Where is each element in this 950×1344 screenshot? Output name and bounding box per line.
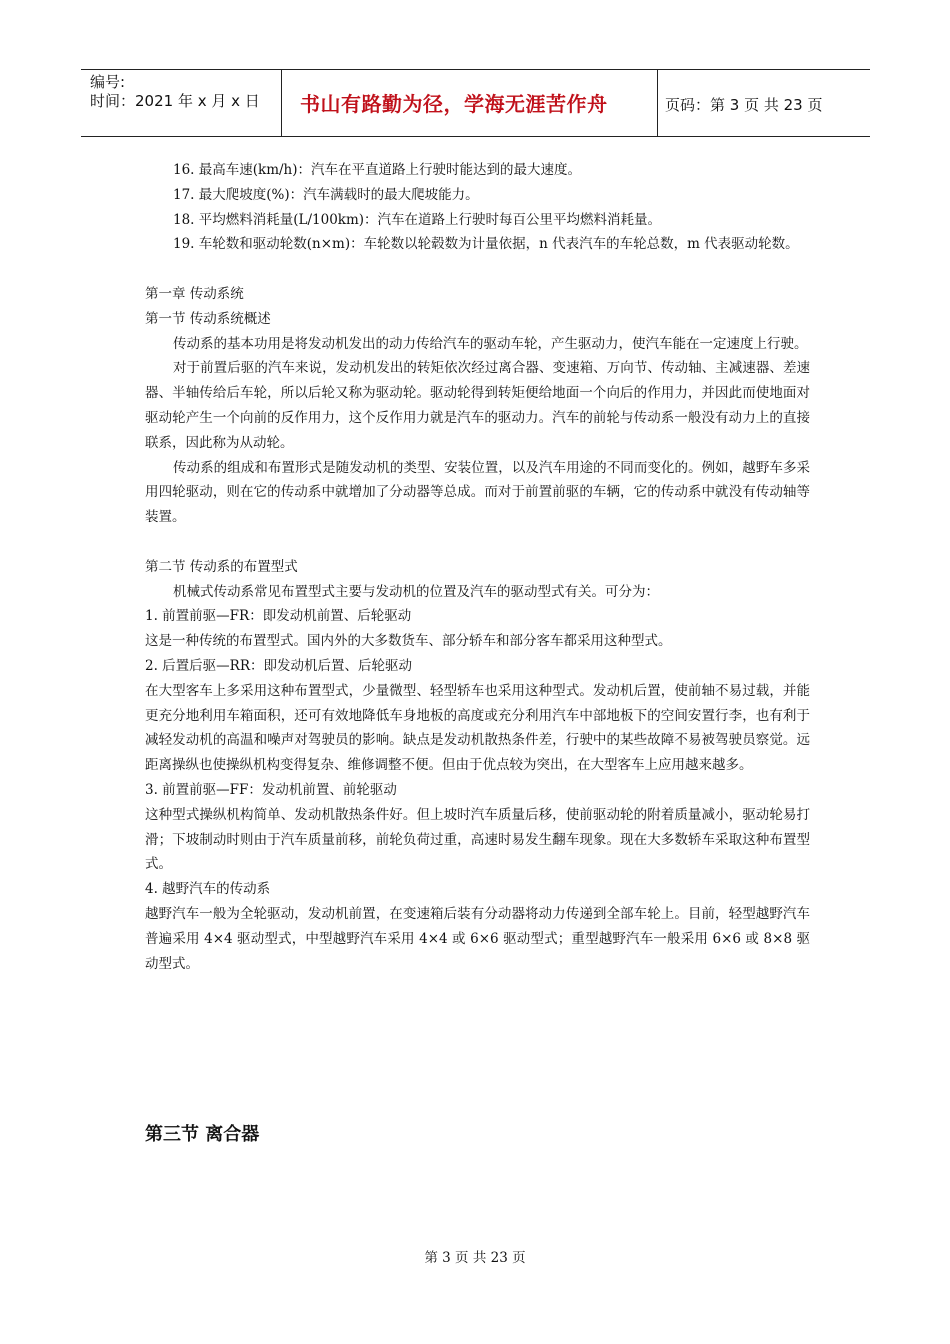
paragraph-function: 传动系的基本功用是将发动机发出的动力传给汽车的驱动车轮，产生驱动力，使汽车能在一定速度上行驶。 [173, 335, 808, 352]
chapter-heading: 第一章 传动系统 [145, 285, 244, 302]
paragraph-fr-torque: 对于前置后驱的汽车来说，发动机发出的转矩依次经过离合器、变速箱、万向节、传动轴、主减速器、差速器、半轴传给后车轮，所以后轮又称为驱动轮。驱动轮得到转矩便给地面一个向后的作用力，并因此而使地面对驱动轮产生一个向前的反作用力，这个反作用力就是汽车的驱动力。汽车的前轮与传动系一般没有动力上的直接联系，因此称为从动轮。 [145, 360, 810, 451]
section-heading-3: 第三节 离合器 [145, 1124, 260, 1145]
page-footer: 第 3 页 共 23 页 [424, 1250, 526, 1266]
section-heading-1: 第一节 传动系统概述 [145, 310, 271, 327]
spec-item-17: 17. 最大爬坡度(%)：汽车满载时的最大爬坡能力。 [173, 186, 479, 203]
list-item-3-title: 3. 前置前驱—FF：发动机前置、前轮驱动 [145, 781, 397, 798]
list-item-2-title: 2. 后置后驱—RR：即发动机后置、后轮驱动 [145, 657, 413, 674]
spacer [145, 530, 810, 555]
paragraph-composition: 传动系的组成和布置形式是随发动机的类型、安装位置，以及汽车用途的不同而变化的。例如，越野车多采用四轮驱动，则在它的传动系中就增加了分动器等总成。而对于前置前驱的车辆，它的传动系中就没有传动轴等装置。 [145, 459, 810, 526]
spec-item-18: 18. 平均燃料消耗量(L/100km)：汽车在道路上行驶时每百公里平均燃料消耗量。 [173, 211, 662, 228]
spec-item-19: 19. 车轮数和驱动轮数(n×m)：车轮数以轮毂数为计量依据，n 代表汽车的车轮总数，m 代表驱动轮数。 [173, 236, 799, 253]
header-number-label: 编号: [90, 73, 126, 91]
header-page-label: 页码：第 3 页 共 23 页 [665, 96, 823, 114]
list-item-1-text: 这是一种传统的布置型式。国内外的大多数货车、部分轿车和部分客车都采用这种型式。 [145, 633, 672, 650]
header-divider-right [657, 69, 658, 136]
list-item-1-title: 1. 前置前驱—FR：即发动机前置、后轮驱动 [145, 608, 412, 625]
list-item-3-text: 这种型式操纵机构简单、发动机散热条件好。但上坡时汽车质量后移，使前驱动轮的附着质量减小，驱动轮易打滑；下坡制动时则由于汽车质量前移，前轮负荷过重，高速时易发生翻车现象。现在大多数轿车采取这种布置型式。 [145, 806, 810, 873]
header-divider-left [281, 69, 282, 136]
header-time-label: 时间：2021 年 x 月 x 日 [90, 92, 260, 110]
section-heading-2: 第二节 传动系的布置型式 [145, 558, 298, 575]
paragraph-layout-intro: 机械式传动系常见布置型式主要与发动机的位置及汽车的驱动型式有关。可分为： [173, 583, 659, 600]
document-body [145, 158, 810, 976]
list-item-4-title: 4. 越野汽车的传动系 [145, 881, 271, 898]
header-bottom-rule [81, 136, 870, 137]
header-top-rule [81, 69, 870, 70]
spec-item-16: 16. 最高车速(km/h)：汽车在平直道路上行驶时能达到的最大速度。 [173, 162, 582, 178]
list-item-4-text: 越野汽车一般为全轮驱动，发动机前置，在变速箱后装有分动器将动力传递到全部车轮上。目前，轻型越野汽车普遍采用 4×4 驱动型式，中型越野汽车采用 4×4 或 6×6 驱动型式；重型越野汽车一般采用 6×6 或 8×8 驱动型式。 [145, 905, 810, 972]
list-item-2-text: 在大型客车上多采用这种布置型式，少量微型、轻型轿车也采用这种型式。发动机后置，使前轴不易过载，并能更充分地利用车箱面积，还可有效地降低车身地板的高度或充分利用汽车中部地板下的空间安置行李，也有利于减轻发动机的高温和噪声对驾驶员的影响。缺点是发动机散热条件差，行驶中的某些故障不易被驾驶员察觉。远距离操纵也使操纵机构变得复杂、维修调整不便。但由于优点较为突出，在大型客车上应用越来越多。 [145, 682, 810, 774]
header-motto: 书山有路勤为径，学海无涯苦作舟 [300, 92, 608, 116]
spacer [145, 257, 810, 282]
